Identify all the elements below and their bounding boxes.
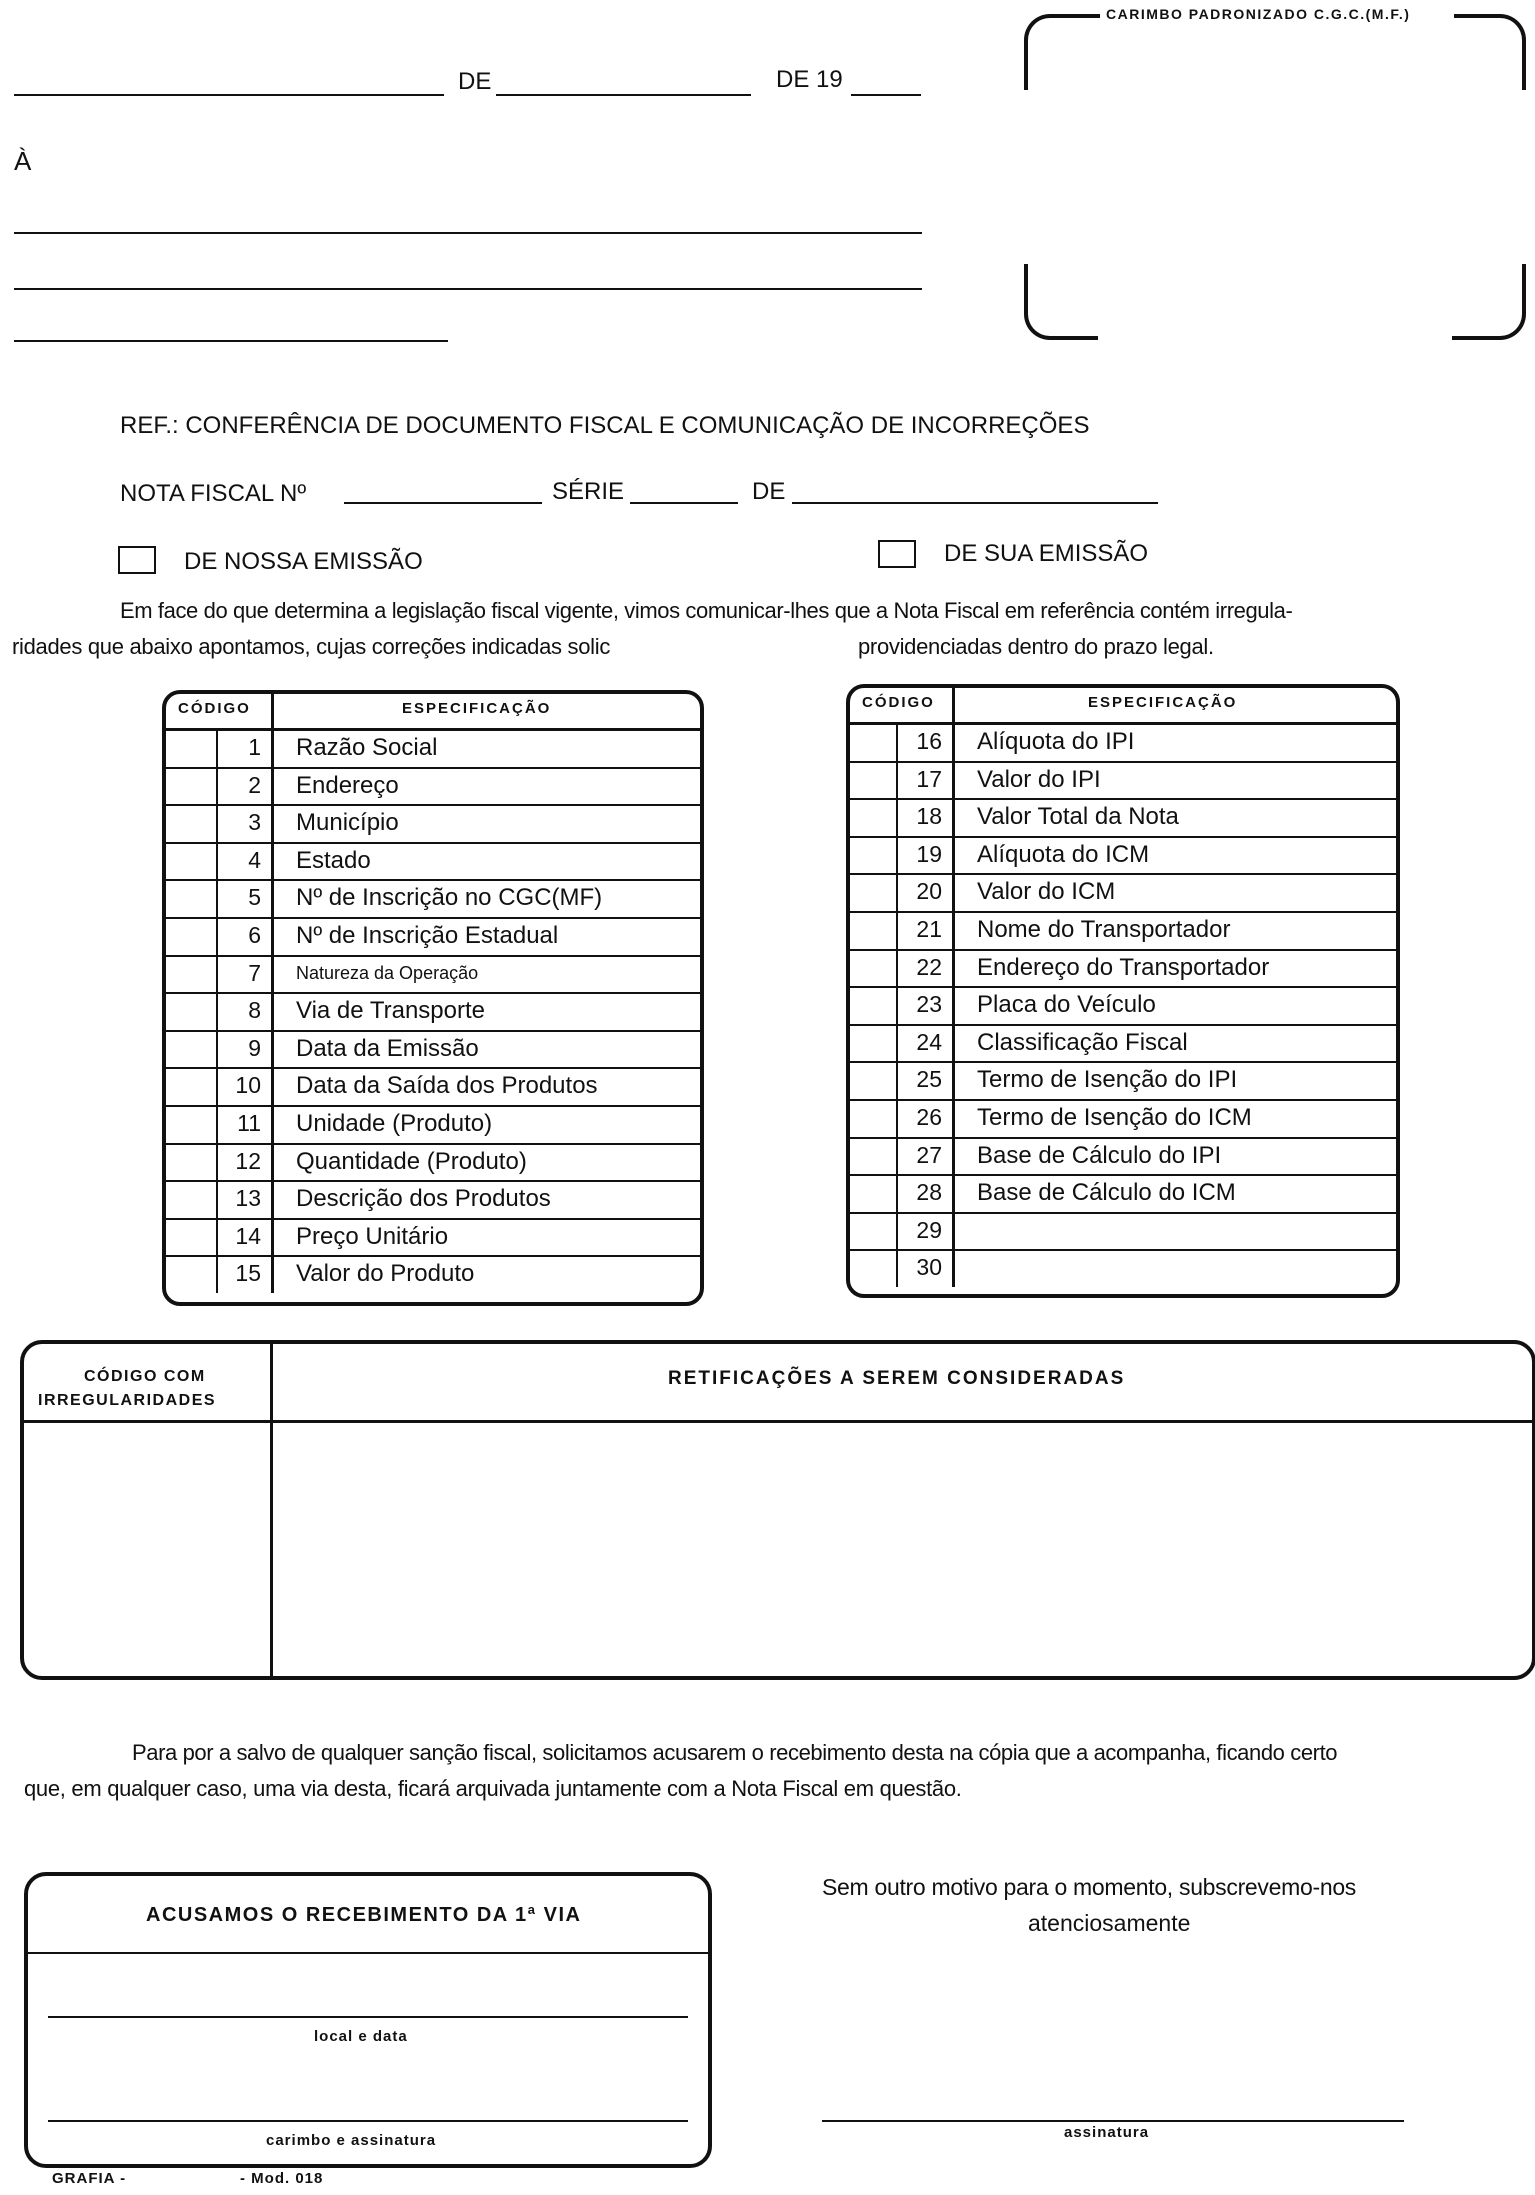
assinatura-field[interactable] — [822, 2120, 1404, 2122]
row-description: Base de Cálculo do ICM — [977, 1179, 1236, 1207]
row-mark-cell[interactable] — [850, 949, 898, 987]
row-mark-cell[interactable] — [850, 911, 898, 949]
spec-header: ESPECIFICAÇÃO — [402, 700, 552, 717]
nota-de-label: DE — [752, 478, 786, 505]
intro-line-2b: providenciadas dentro do prazo legal. — [858, 634, 1214, 659]
table-row — [850, 1212, 1396, 1252]
row-mark-cell[interactable] — [166, 1218, 218, 1256]
codigo-com-label: CÓDIGO COM — [84, 1368, 206, 1385]
row-code: 12 — [218, 1143, 274, 1181]
table-row — [850, 1174, 1396, 1214]
recibo-box — [24, 1872, 712, 2168]
table-row — [166, 1067, 700, 1107]
row-code: 16 — [898, 723, 955, 761]
row-code: 1 — [218, 729, 274, 767]
row-mark-cell[interactable] — [166, 804, 218, 842]
row-description: Valor Total da Nota — [977, 803, 1179, 831]
row-mark-cell[interactable] — [166, 842, 218, 880]
spec-table-right — [846, 684, 1400, 1298]
table-row — [166, 917, 700, 957]
intro-line-2a: ridades que abaixo apontamos, cujas correções indicadas solic — [12, 634, 611, 659]
table-row — [850, 1099, 1396, 1139]
row-description: Base de Cálculo do IPI — [977, 1141, 1222, 1169]
row-code: 23 — [898, 986, 955, 1024]
carimbo-assinatura-field[interactable] — [48, 2120, 688, 2122]
row-description: Data da Emissão — [296, 1034, 479, 1062]
spec-table-right-header — [850, 688, 1396, 725]
row-description: Nº de Inscrição no CGC(MF) — [296, 884, 603, 912]
stamp-corner-top-left — [1024, 14, 1068, 90]
row-mark-cell[interactable] — [850, 1061, 898, 1099]
stamp-area — [1020, 8, 1530, 340]
retificacoes-header-divider — [24, 1420, 1532, 1423]
table-row — [166, 842, 700, 882]
retificacoes-column-divider — [270, 1344, 273, 1676]
row-mark-cell[interactable] — [850, 986, 898, 1024]
local-data-field[interactable] — [48, 2016, 688, 2018]
row-description: Estado — [296, 846, 371, 874]
row-code: 4 — [218, 842, 274, 880]
stamp-corner-bottom-left — [1024, 264, 1098, 340]
table-row — [166, 992, 700, 1032]
spec-table-left — [162, 690, 704, 1306]
intro-line-1: Em face do que determina a legislação fiscal vigente, vimos comunicar-lhes que a Nota Fiscal em referência contém irregula- — [120, 598, 1293, 623]
row-code: 27 — [898, 1137, 955, 1175]
table-row — [850, 798, 1396, 838]
row-mark-cell[interactable] — [166, 1105, 218, 1143]
row-code: 2 — [218, 767, 274, 805]
closing-line-2: que, em qualquer caso, uma via desta, ficará arquivada juntamente com a Nota Fiscal em questão. — [24, 1776, 962, 1801]
table-row — [850, 873, 1396, 913]
code-header: CÓDIGO — [178, 700, 251, 717]
row-description: Valor do Produto — [296, 1260, 475, 1288]
nota-fiscal-label: NOTA FISCAL Nº — [120, 480, 307, 507]
nossa-emissao-label: DE NOSSA EMISSÃO — [184, 548, 423, 575]
row-description: Via de Transporte — [296, 997, 486, 1025]
table-row — [850, 949, 1396, 989]
table-row — [166, 804, 700, 844]
date-de-label: DE — [458, 68, 492, 95]
row-code: 20 — [898, 873, 955, 911]
date-month-field[interactable] — [496, 94, 751, 96]
codigo-irregularidades-field[interactable] — [24, 1424, 268, 1676]
row-description: Termo de Isenção do IPI — [977, 1066, 1238, 1094]
row-code: 11 — [218, 1105, 274, 1143]
header-divider — [271, 694, 274, 728]
row-description: Placa do Veículo — [977, 991, 1156, 1019]
table-row — [166, 729, 700, 769]
table-row — [166, 1255, 700, 1293]
row-code: 21 — [898, 911, 955, 949]
row-description: Alíquota do ICM — [977, 840, 1150, 868]
carimbo-assinatura-label: carimbo e assinatura — [266, 2132, 437, 2149]
signature-line-1: Sem outro motivo para o momento, subscrevemo-nos — [822, 1874, 1357, 1900]
row-mark-cell[interactable] — [850, 1212, 898, 1250]
recipient-line-1[interactable] — [14, 232, 922, 234]
row-description: Quantidade (Produto) — [296, 1147, 527, 1175]
date-year-field[interactable] — [851, 94, 921, 96]
stamp-label: CARIMBO PADRONIZADO C.G.C.(M.F.) — [1106, 6, 1411, 22]
row-description — [955, 1212, 977, 1250]
recipient-a-label: À — [14, 146, 32, 176]
table-row — [850, 761, 1396, 801]
row-description: Nome do Transportador — [977, 916, 1231, 943]
row-mark-cell[interactable] — [166, 1030, 218, 1068]
irregularidades-label: IRREGULARIDADES — [38, 1392, 217, 1409]
row-description: Nº de Inscrição Estadual — [296, 922, 559, 949]
row-code: 8 — [218, 992, 274, 1030]
retificacoes-title: RETIFICAÇÕES A SEREM CONSIDERADAS — [668, 1368, 1126, 1389]
table-row — [850, 723, 1396, 763]
row-description: Valor do ICM — [977, 878, 1116, 906]
row-code: 6 — [218, 917, 274, 955]
serie-field[interactable] — [630, 502, 738, 504]
closing-line-1: Para por a salvo de qualquer sanção fiscal, solicitamos acusarem o recebimento desta na cópia que a acompanha, ficando certo — [132, 1740, 1338, 1765]
row-description: Alíquota do IPI — [977, 728, 1135, 755]
row-mark-cell[interactable] — [166, 1180, 218, 1218]
table-row — [850, 836, 1396, 876]
row-description: Unidade (Produto) — [296, 1110, 493, 1137]
row-code: 26 — [898, 1099, 955, 1137]
row-mark-cell[interactable] — [166, 729, 218, 767]
row-mark-cell[interactable] — [166, 767, 218, 805]
stamp-corner-top-right — [1482, 14, 1526, 90]
row-code: 19 — [898, 836, 955, 874]
assinatura-label: assinatura — [1064, 2124, 1150, 2141]
row-code: 7 — [218, 955, 274, 993]
table-row — [850, 1061, 1396, 1101]
row-code: 22 — [898, 949, 955, 987]
stamp-corner-bottom-right — [1452, 264, 1526, 340]
row-code: 29 — [898, 1212, 955, 1250]
row-description: Endereço — [296, 771, 399, 799]
code-header: CÓDIGO — [862, 694, 935, 711]
table-row — [850, 911, 1396, 951]
row-mark-cell[interactable] — [850, 798, 898, 836]
row-description: Data da Saída dos Produtos — [296, 1072, 598, 1100]
row-description: Valor do IPI — [977, 765, 1101, 793]
table-row — [850, 986, 1396, 1026]
table-row — [166, 1105, 700, 1145]
row-description: Preço Unitário — [296, 1222, 449, 1250]
footer-mod: - Mod. 018 — [240, 2170, 324, 2187]
row-description: Descrição dos Produtos — [296, 1185, 551, 1213]
nossa-emissao-checkbox[interactable] — [118, 546, 156, 574]
row-mark-cell[interactable] — [850, 1249, 898, 1287]
stamp-top-line-right — [1454, 14, 1490, 18]
table-row — [166, 1180, 700, 1220]
retificacoes-box — [20, 1340, 1535, 1680]
header-divider — [952, 688, 955, 722]
nota-date-field[interactable] — [792, 502, 1158, 504]
row-code: 17 — [898, 761, 955, 799]
row-code: 10 — [218, 1067, 274, 1105]
row-description — [955, 1249, 977, 1287]
row-code: 28 — [898, 1174, 955, 1212]
row-code: 25 — [898, 1061, 955, 1099]
row-description: Classificação Fiscal — [977, 1028, 1188, 1056]
row-description: Município — [296, 809, 399, 837]
sua-emissao-checkbox[interactable] — [878, 540, 916, 568]
date-day-field[interactable] — [14, 94, 444, 96]
row-mark-cell[interactable] — [850, 873, 898, 911]
row-code: 3 — [218, 804, 274, 842]
row-mark-cell[interactable] — [850, 1099, 898, 1137]
row-mark-cell[interactable] — [166, 917, 218, 955]
row-mark-cell[interactable] — [850, 1137, 898, 1175]
row-code: 13 — [218, 1180, 274, 1218]
nota-fiscal-number-field[interactable] — [344, 502, 542, 504]
stamp-top-line-left — [1060, 14, 1100, 18]
row-description: Endereço do Transportador — [977, 953, 1270, 981]
recipient-line-2[interactable] — [14, 288, 922, 290]
row-mark-cell[interactable] — [166, 1143, 218, 1181]
table-row — [850, 1024, 1396, 1064]
row-code: 15 — [218, 1255, 274, 1293]
row-code: 18 — [898, 798, 955, 836]
local-data-label: local e data — [314, 2028, 408, 2045]
footer-grafia: GRAFIA - — [52, 2170, 127, 2187]
date-year-label: DE 19 — [776, 66, 843, 93]
serie-label: SÉRIE — [552, 478, 625, 505]
row-description: Natureza da Operação — [296, 962, 479, 983]
recibo-header-divider — [28, 1952, 708, 1954]
row-mark-cell[interactable] — [850, 1174, 898, 1212]
sua-emissao-label: DE SUA EMISSÃO — [944, 540, 1149, 567]
row-mark-cell[interactable] — [166, 1067, 218, 1105]
recipient-line-3[interactable] — [14, 340, 448, 342]
row-mark-cell[interactable] — [850, 761, 898, 799]
table-row — [166, 1218, 700, 1258]
recibo-title: ACUSAMOS O RECEBIMENTO DA 1ª VIA — [146, 1904, 582, 1926]
table-row — [850, 1249, 1396, 1287]
row-mark-cell[interactable] — [166, 955, 218, 993]
row-code: 30 — [898, 1249, 955, 1287]
table-row — [166, 955, 700, 995]
spec-header: ESPECIFICAÇÃO — [1088, 694, 1238, 711]
ref-title: REF.: CONFERÊNCIA DE DOCUMENTO FISCAL E COMUNICAÇÃO DE INCORREÇÕES — [120, 412, 1090, 439]
row-code: 24 — [898, 1024, 955, 1062]
table-row — [166, 1030, 700, 1070]
row-description: Razão Social — [296, 734, 438, 761]
row-mark-cell[interactable] — [166, 992, 218, 1030]
retificacoes-field[interactable] — [274, 1424, 1532, 1676]
row-mark-cell[interactable] — [166, 879, 218, 917]
row-mark-cell[interactable] — [166, 1255, 218, 1293]
table-row — [166, 879, 700, 919]
row-mark-cell[interactable] — [850, 1024, 898, 1062]
spec-table-left-header — [166, 694, 700, 731]
row-code: 9 — [218, 1030, 274, 1068]
table-row — [850, 1137, 1396, 1177]
table-row — [166, 1143, 700, 1183]
row-description: Termo de Isenção do ICM — [977, 1104, 1252, 1131]
table-row — [166, 767, 700, 807]
row-code: 5 — [218, 879, 274, 917]
row-code: 14 — [218, 1218, 274, 1256]
row-mark-cell[interactable] — [850, 723, 898, 761]
signature-line-2: atenciosamente — [1028, 1910, 1191, 1936]
row-mark-cell[interactable] — [850, 836, 898, 874]
